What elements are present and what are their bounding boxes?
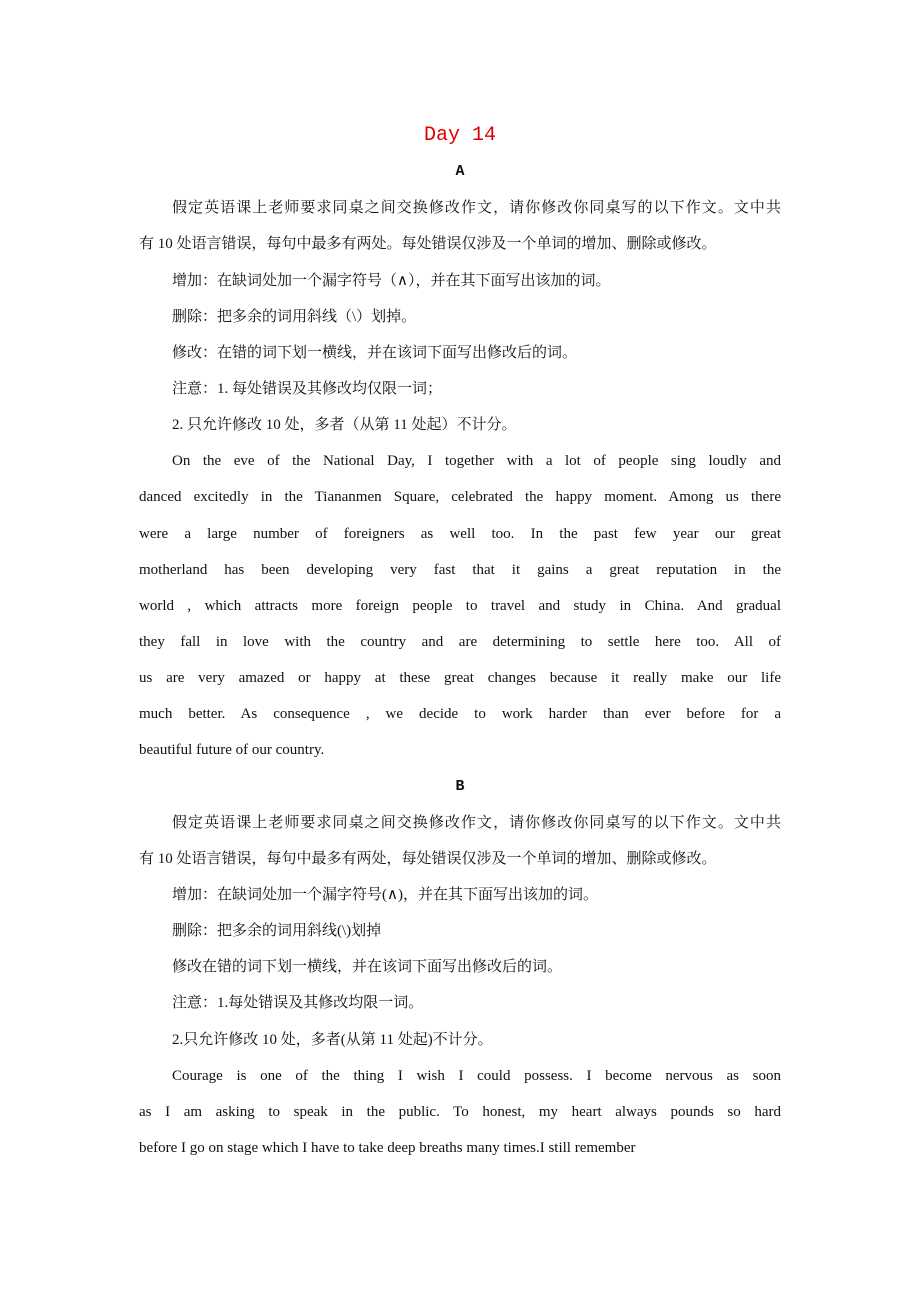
text-line: 有 10 处语言错误，每句中最多有两处，每处错误仅涉及一个单词的增加、删除或修改。 [139,850,717,867]
paragraph [139,805,781,877]
section-heading: A [455,163,465,181]
paragraph [139,443,781,768]
paragraph [139,877,781,913]
text-line: as I am asking to speak in the public. To honest, my heart always pounds so hard [139,1103,781,1120]
text-line: 假定英语课上老师要求同桌之间交换修改作文，请你修改你同桌写的以下作文。文中共 [172,814,781,831]
text-line: 修改：在错的词下划一横线，并在该词下面写出修改后的词。 [172,344,578,361]
paragraph [139,335,781,371]
text-line: us are very amazed or happy at these great changes because it really make our life [139,670,781,687]
text-line: danced excitedly in the Tiananmen Square, celebrated the happy moment. Among us there [139,489,781,506]
text-line: world , which attracts more foreign people to travel and study in China. And gradual [139,597,781,614]
paragraph [139,190,781,262]
text-line: before I go on stage which I have to take deep breaths many times.I still remember [139,1139,636,1156]
text-line: 增加：在缺词处加一个漏字符号(∧)，并在其下面写出该加的词。 [172,886,598,903]
paragraph [139,913,781,949]
text-line: motherland has been developing very fast that it gains a great reputation in the [139,561,781,578]
text-line: 假定英语课上老师要求同桌之间交换修改作文，请你修改你同桌写的以下作文。文中共 [172,200,781,217]
text-line: Courage is one of the thing I wish I could possess. I become nervous as soon [172,1067,781,1084]
text-line: 注意：1. 每处错误及其修改均仅限一词； [172,380,443,397]
text-line: 增加：在缺词处加一个漏字符号（∧），并在其下面写出该加的词。 [172,272,611,289]
text-line: 2.只允许修改 10 处，多者(从第 11 处起)不计分。 [172,1031,493,1048]
paragraph [139,1022,781,1058]
text-line: they fall in love with the country and are determining to settle here too. All of [139,633,781,650]
text-line: 删除：把多余的词用斜线（\）划掉。 [172,308,417,325]
paragraph [139,299,781,335]
text-line: 修改在错的词下划一横线，并在该词下面写出修改后的词。 [172,959,563,976]
paragraph [139,985,781,1021]
page-title: Day 14 [423,124,496,147]
text-line: 删除：把多余的词用斜线(\)划掉 [172,923,382,940]
text-line: 注意：1.每处错误及其修改均限一词。 [172,995,424,1012]
document-page [139,118,781,1166]
paragraph [139,949,781,985]
section-heading: B [455,777,465,795]
paragraph [139,263,781,299]
paragraph [139,371,781,407]
text-line: On the eve of the National Day, I together with a lot of people sing loudly and [172,453,781,470]
text-line: much better. As consequence , we decide to work harder than ever before for a [139,706,781,723]
text-line: beautiful future of our country. [139,742,325,759]
paragraph [139,407,781,443]
text-line: were a large number of foreigners as well too. In the past few year our great [139,525,781,542]
text-line: 2. 只允许修改 10 处，多者（从第 11 处起）不计分。 [172,417,517,434]
paragraph [139,1058,781,1166]
text-line: 有 10 处语言错误，每句中最多有两处。每处错误仅涉及一个单词的增加、删除或修改。 [139,236,717,253]
